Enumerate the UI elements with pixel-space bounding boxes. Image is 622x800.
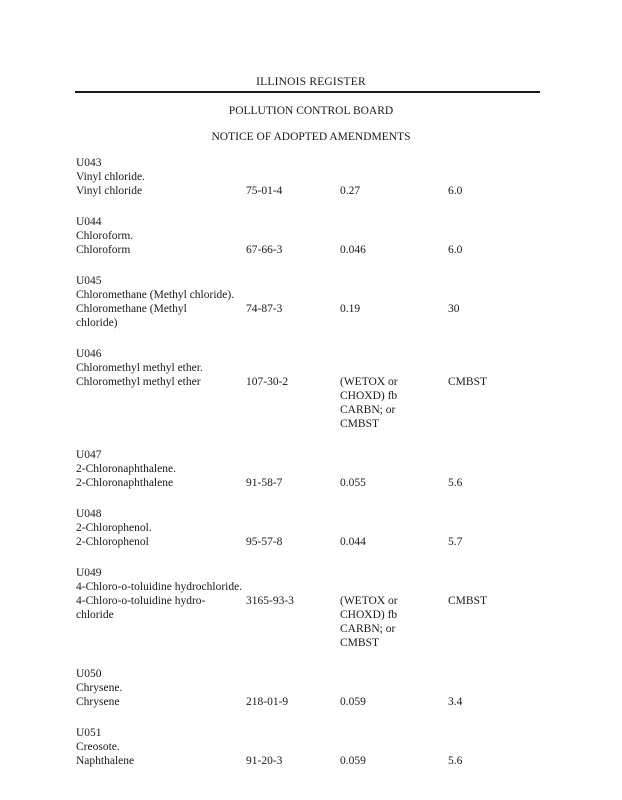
constituent-name: 2-Chloronaphthalene — [76, 477, 174, 489]
cas-number: 95-57-8 — [246, 536, 283, 548]
nonwastewater-standard: 6.0 — [448, 244, 463, 256]
waste-code: U047 — [76, 449, 102, 461]
wastewater-standard: (WETOX or CHOXD) fb CARBN; or CMBST — [340, 376, 398, 430]
wastewater-standard: 0.044 — [340, 536, 366, 548]
wastewater-standard: (WETOX or CHOXD) fb CARBN; or CMBST — [340, 595, 398, 649]
nonwastewater-standard: 5.7 — [448, 536, 463, 548]
cas-number: 3165-93-3 — [246, 595, 294, 607]
waste-entry — [76, 347, 546, 431]
waste-description: Chloromethyl methyl ether. — [76, 362, 203, 374]
waste-entry — [76, 507, 546, 549]
nonwastewater-standard: 6.0 — [448, 185, 463, 197]
constituent-row — [76, 375, 546, 431]
wastewater-standard: 0.27 — [340, 185, 361, 197]
constituent-row — [76, 695, 546, 709]
waste-description: Chloroform. — [76, 230, 134, 242]
nonwastewater-standard: 5.6 — [448, 477, 463, 489]
nonwastewater-standard: 3.4 — [448, 696, 463, 708]
waste-entry — [76, 566, 546, 650]
waste-code: U050 — [76, 668, 102, 680]
waste-description: 2-Chlorophenol. — [76, 522, 152, 534]
waste-entry — [76, 667, 546, 709]
waste-entry — [76, 274, 546, 330]
nonwastewater-standard: CMBST — [448, 376, 487, 388]
constituent-name: Chloromethyl methyl ether — [76, 376, 201, 388]
waste-description: Chloromethane (Methyl chloride). — [76, 289, 235, 301]
constituent-name: Chrysene — [76, 696, 120, 708]
constituent-name: Chloromethane (Methyl chloride) — [76, 303, 187, 329]
waste-code: U049 — [76, 567, 102, 579]
wastewater-standard: 0.19 — [340, 303, 361, 315]
constituent-name: Naphthalene — [76, 755, 135, 767]
cas-number: 218-01-9 — [246, 696, 289, 708]
waste-description: Vinyl chloride. — [76, 171, 145, 183]
waste-description: 2-Chloronaphthalene. — [76, 463, 176, 475]
cas-number: 107-30-2 — [246, 376, 289, 388]
waste-code: U046 — [76, 348, 102, 360]
register-title: ILLINOIS REGISTER — [256, 76, 366, 88]
header-rule — [75, 91, 540, 93]
nonwastewater-standard: 30 — [448, 303, 460, 315]
cas-number: 74-87-3 — [246, 303, 283, 315]
nonwastewater-standard: CMBST — [448, 595, 487, 607]
waste-code: U043 — [76, 157, 102, 169]
constituent-row — [76, 476, 546, 490]
constituent-name: 2-Chlorophenol — [76, 536, 149, 548]
cas-number: 91-20-3 — [246, 755, 283, 767]
cas-number: 75-01-4 — [246, 185, 283, 197]
waste-description: Chrysene. — [76, 682, 123, 694]
constituent-row — [76, 243, 546, 257]
constituent-row — [76, 302, 546, 330]
waste-entry — [76, 156, 546, 198]
waste-code: U051 — [76, 727, 102, 739]
nonwastewater-standard: 5.6 — [448, 755, 463, 767]
cas-number: 91-58-7 — [246, 477, 283, 489]
wastewater-standard: 0.055 — [340, 477, 366, 489]
constituent-row — [76, 535, 546, 549]
notice-title: NOTICE OF ADOPTED AMENDMENTS — [211, 131, 411, 143]
waste-entry — [76, 726, 546, 768]
constituent-row — [76, 594, 546, 650]
constituent-name: Vinyl chloride — [76, 185, 143, 197]
constituent-row — [76, 754, 546, 768]
waste-code: U044 — [76, 216, 102, 228]
waste-entry — [76, 215, 546, 257]
wastewater-standard: 0.046 — [340, 244, 366, 256]
constituent-name: Chloroform — [76, 244, 131, 256]
constituent-name: 4-Chloro-o-toluidine hydro-chloride — [76, 595, 206, 621]
constituent-row — [76, 184, 546, 198]
waste-code: U048 — [76, 508, 102, 520]
waste-description: Creosote. — [76, 741, 120, 753]
cas-number: 67-66-3 — [246, 244, 283, 256]
wastewater-standard: 0.059 — [340, 755, 366, 767]
waste-code: U045 — [76, 275, 102, 287]
waste-entries — [76, 156, 546, 785]
waste-description: 4-Chloro-o-toluidine hydrochloride. — [76, 581, 243, 593]
wastewater-standard: 0.059 — [340, 696, 366, 708]
board-title: POLLUTION CONTROL BOARD — [228, 105, 394, 117]
waste-entry — [76, 448, 546, 490]
